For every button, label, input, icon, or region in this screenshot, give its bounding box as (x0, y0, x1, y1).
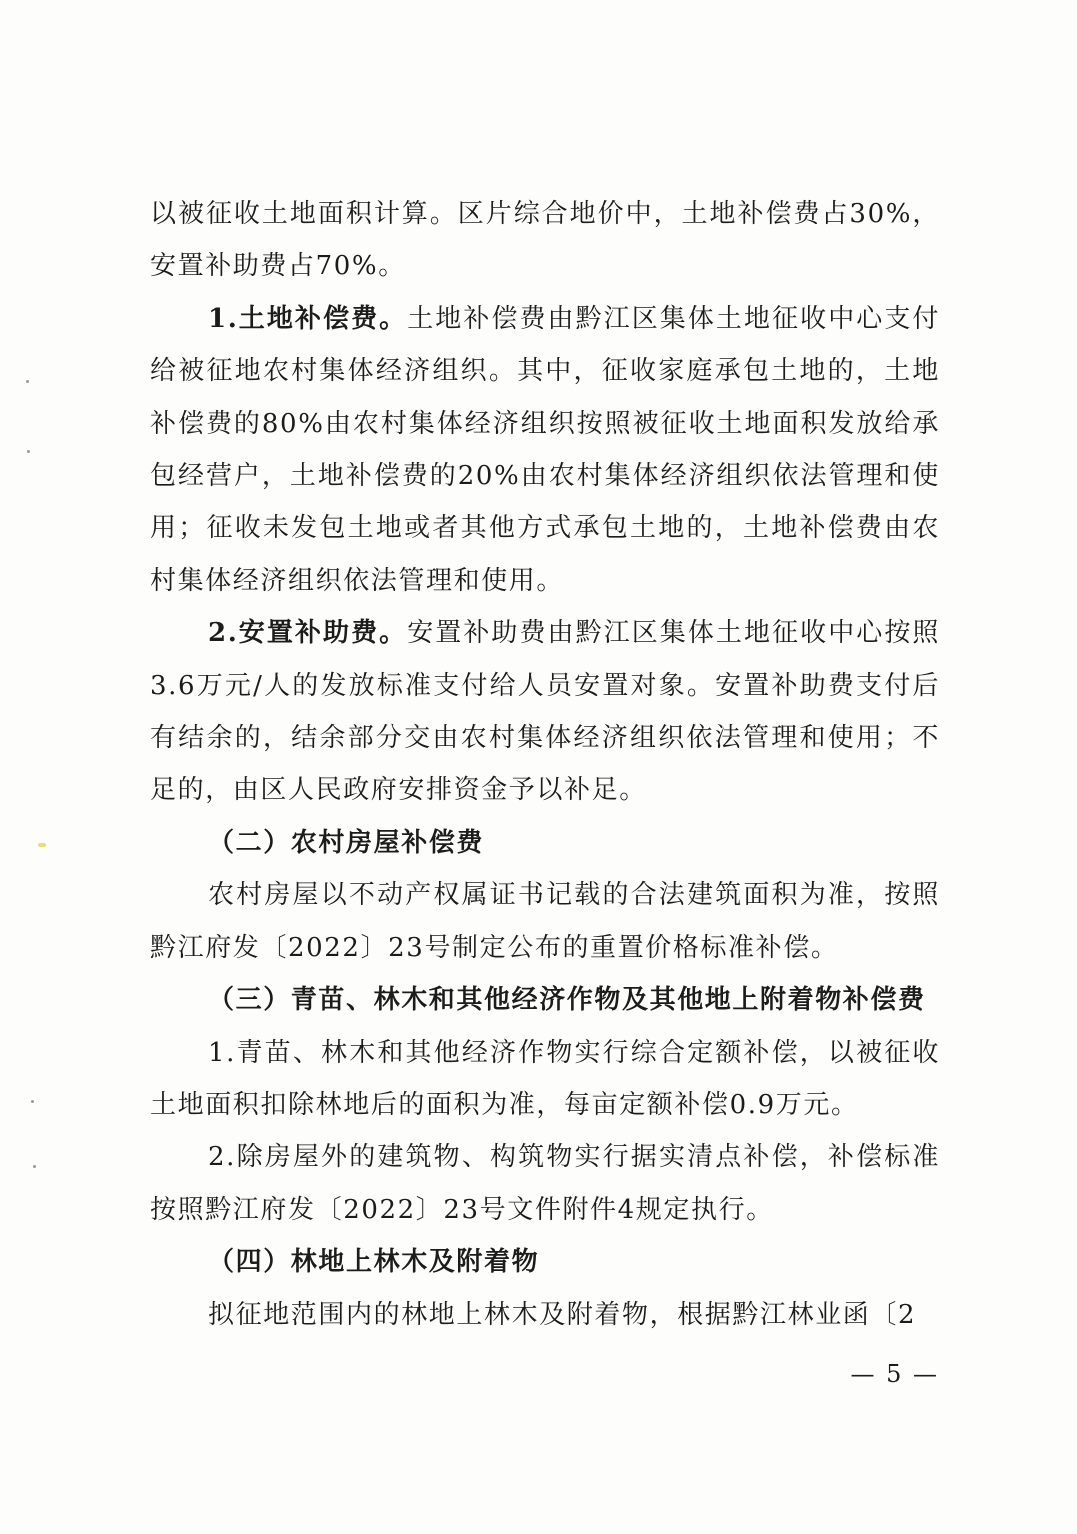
paragraph (150, 293, 940, 607)
paragraph (150, 607, 940, 817)
section-heading: （二）农村房屋补偿费 (208, 827, 485, 858)
page-number: — 5 — (850, 1360, 939, 1388)
paragraph: 农村房屋以不动产权属证书记载的合法建筑面积为准，按照黔江府发〔2022〕23号制定公布的重置价格标准补偿。 (150, 880, 940, 963)
paragraph: 2.除房屋外的建筑物、构筑物实行据实清点补偿，补偿标准按照黔江府发〔2022〕23号文件附件4规定执行。 (150, 1142, 940, 1225)
item-label: 2.安置补助费。 (208, 618, 408, 649)
item-label: 1.土地补偿费。 (208, 303, 408, 334)
scan-speck (31, 1100, 34, 1103)
paragraph-text: 安置补助费由黔江区集体土地征收中心按照3.6万元/人的发放标准支付给人员安置对象。安置补助费支付后有结余的，结余部分交由农村集体经济组织依法管理和使用；不足的，由区人民政府安排资金予以补足。 (150, 618, 940, 806)
scan-speck (27, 450, 30, 453)
paragraph: 以被征收土地面积计算。区片综合地价中，土地补偿费占30%，安置补助费占70%。 (150, 199, 940, 282)
section-heading: （三）青苗、林木和其他经济作物及其他地上附着物补偿费 (208, 985, 926, 1016)
paragraph: 拟征地范围内的林地上林木及附着物，根据黔江林业函〔2 (208, 1299, 917, 1330)
document-body (150, 188, 940, 1341)
paragraph: 1.青苗、林木和其他经济作物实行综合定额补偿，以被征收土地面积扣除林地后的面积为准，每亩定额补偿0.9万元。 (150, 1037, 940, 1120)
section-heading: （四）林地上林木及附着物 (208, 1247, 540, 1278)
scan-speck (33, 1165, 36, 1168)
scan-speck (38, 843, 46, 847)
paragraph-text: 土地补偿费由黔江区集体土地征收中心支付给被征地农村集体经济组织。其中，征收家庭承包土地的，土地补偿费的80%由农村集体经济组织按照被征收土地面积发放给承包经营户，土地补偿费的20%由农村集体经济组织依法管理和使用；征收未发包土地或者其他方式承包土地的，土地补偿费由农村集体经济组织依法管理和使用。 (150, 303, 940, 596)
scan-speck (26, 380, 29, 383)
